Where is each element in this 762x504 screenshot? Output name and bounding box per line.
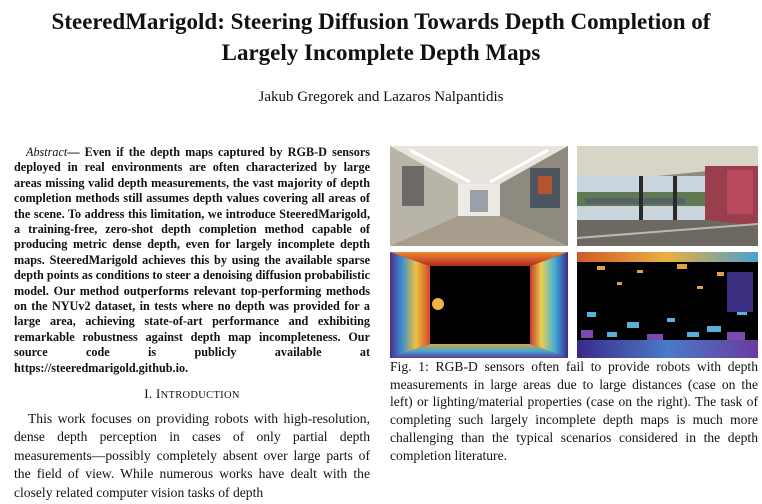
paper-title [0,6,762,68]
figure-1 [390,146,758,358]
hallway-rgb-image [390,146,568,246]
figure-caption: Fig. 1: RGB-D sensors often fail to provide robots with depth measurements in large areas due to large distances (case on the left) or lighting/material properties (case on the right). The task of completing such largely incomplete depth maps is much more challenging than the typical scenarios considered in the depth completion literature. [390,359,758,463]
abstract-label: Abstract [26,145,68,159]
authors: Jakub Gregorek and Lazaros Nalpantidis [258,89,504,105]
introduction-text: This work focuses on providing robots with high-resolution, dense depth perception in cases of only partial depth measurements—possibly completely absent over large parts of the field of view. While numerous works have dealt with the closely related computer vision tasks of depth [14,411,370,500]
title-line-2: Largely Incomplete Depth Maps [221,40,541,65]
hallway-depth-map [390,252,568,358]
section-heading: I. INTRODUCTION [144,386,240,401]
title-line-1: SteeredMarigold: Steering Diffusion Towards Depth Completion of [51,9,711,34]
abstract [14,145,370,376]
abstract-text: — Even if the depth maps captured by RGB-D sensors deployed in real environments are often characterized by large areas missing valid depth measurements, the vast majority of depth completion methods still assumes depth values covering all areas of the scene. To address this limitation, we introduce SteeredMarigold, a training-free, zero-shot depth completion method capable of producing metric dense depth, even for largely incomplete depth maps. SteeredMarigold achieves this by using the available sparse depth points as conditions to steer a denoising diffusion probabilistic model. Our method outperforms relevant top-performing methods on the NYUv2 dataset, in tests where no depth was provided for a large area, achieving state-of-art performance and exhibiting remarkable robustness against depth map incompleteness. Our source code is publicly available at https://steeredmarigold.github.io. [14,145,370,375]
glass-entrance-rgb-image [577,146,758,246]
entrance-depth-map [577,252,758,358]
